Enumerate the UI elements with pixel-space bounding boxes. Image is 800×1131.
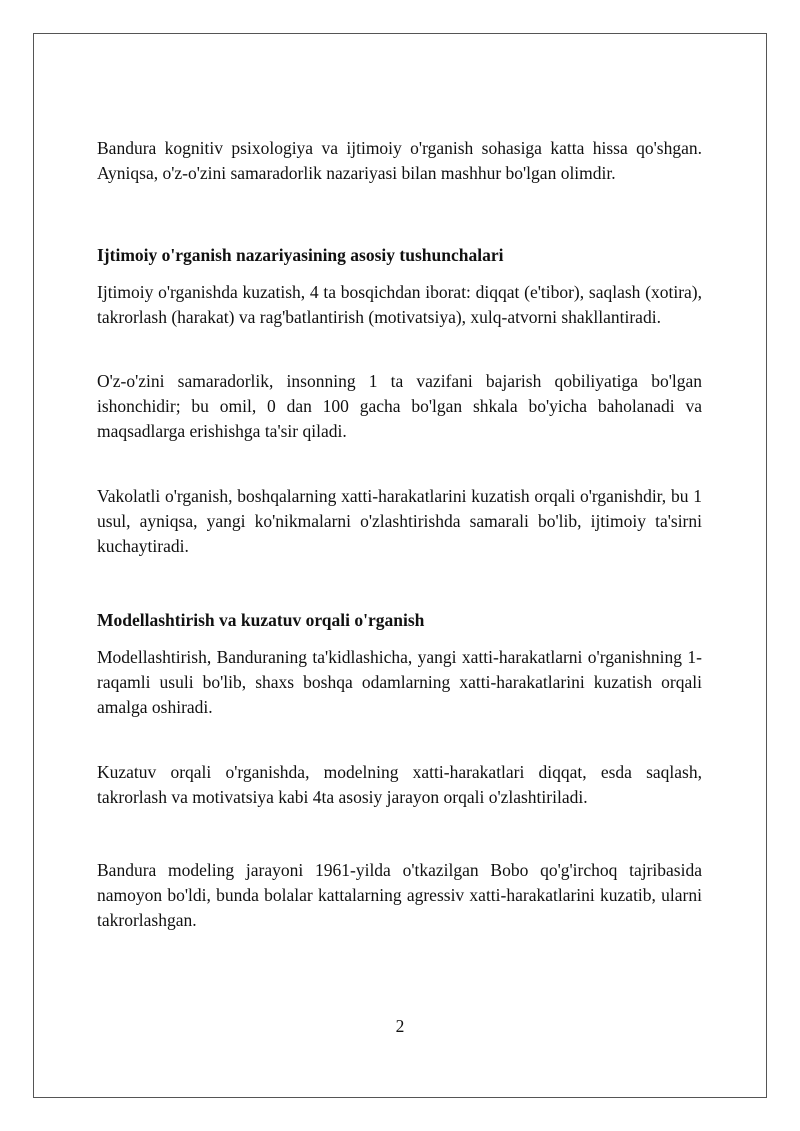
- paragraph-modeling: Modellashtirish, Banduraning ta'kidlashicha, yangi xatti-harakatlarni o'rganishning 1-raqamli usuli bo'lib, shaxs boshqa odamlarning xatti-harakatlarini kuzatish orqali amalga oshiradi.: [97, 647, 702, 717]
- page-number: 2: [395, 1016, 405, 1036]
- paragraph-vicarious-learning: Vakolatli o'rganish, boshqalarning xatti-harakatlarini kuzatish orqali o'rganishdir, bu 1 usul, ayniqsa, yangi ko'nikmalarni o'zlashtirishda samarali bo'lib, ijtimoiy ta'sirni kuchaytiradi.: [97, 486, 702, 556]
- heading-modeling-observation: Modellashtirish va kuzatuv orqali o'rganish: [97, 610, 425, 630]
- paragraph-bobo-doll: Bandura modeling jarayoni 1961-yilda o'tkazilgan Bobo qo'g'irchoq tajribasida namoyon bo'ldi, bunda bolalar kattalarning agressiv xatti-harakatlarini kuzatib, ularni takrorlashgan.: [97, 860, 702, 930]
- paragraph-observation-stages: Ijtimoiy o'rganishda kuzatish, 4 ta bosqichdan iborat: diqqat (e'tibor), saqlash (xotira), takrorlash (harakat) va rag'batlantirish (motivatsiya), xulq-atvorni shakllantiradi.: [97, 282, 702, 327]
- paragraph-self-efficacy: O'z-o'zini samaradorlik, insonning 1 ta vazifani bajarish qobiliyatiga bo'lgan ishonchidir; bu omil, 0 dan 100 gacha bo'lgan shkala bo'yicha baholanadi va maqsadlarga erishishga ta'sir qiladi.: [97, 371, 702, 441]
- document-body: [97, 136, 702, 933]
- paragraph-bandura-intro: Bandura kognitiv psixologiya va ijtimoiy o'rganish sohasiga katta hissa qo'shgan. Ayniqsa, o'z-o'zini samaradorlik nazariyasi bilan mashhur bo'lgan olimdir.: [97, 138, 702, 183]
- heading-social-learning-concepts: Ijtimoiy o'rganish nazariyasining asosiy tushunchalari: [97, 245, 504, 265]
- paragraph-observational-learning: Kuzatuv orqali o'rganishda, modelning xatti-harakatlari diqqat, esda saqlash, takrorlash va motivatsiya kabi 4ta asosiy jarayon orqali o'zlashtiriladi.: [97, 762, 702, 807]
